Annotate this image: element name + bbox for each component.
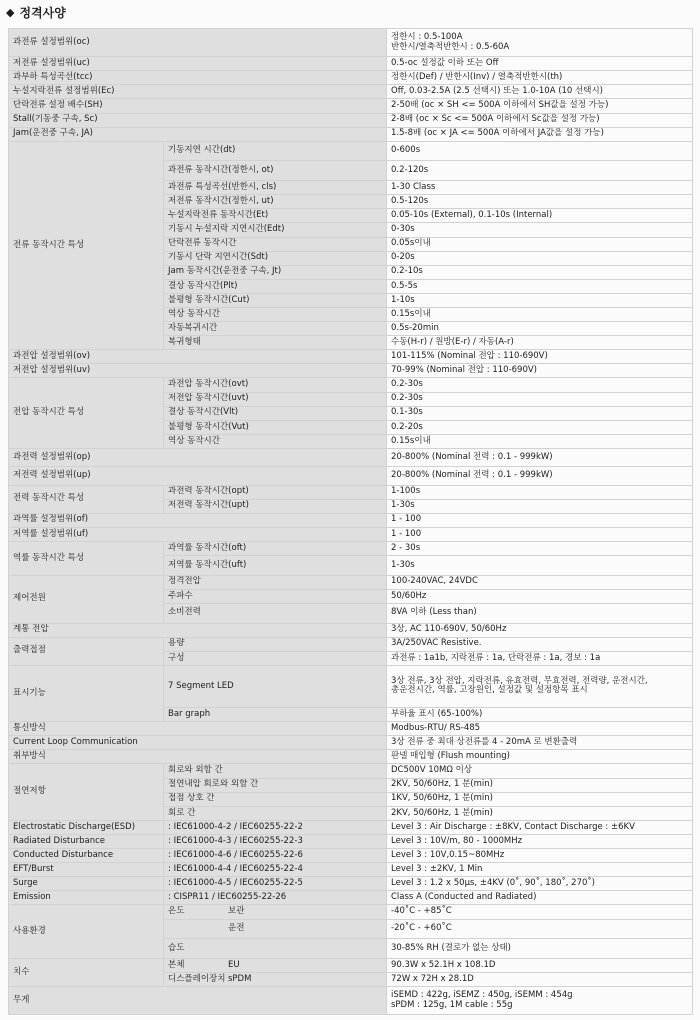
row-value: 100-240VAC, 24VDC — [387, 575, 693, 589]
spec-row — [9, 29, 693, 57]
mount-row — [9, 750, 693, 764]
sub-label: 정격전압 — [164, 575, 387, 589]
power-timing-label: 전력 동작시간 특성 — [9, 485, 164, 513]
row-value: Off, 0.03-2.5A (2.5 선택시) 또는 1.0-10A (10 선택시) — [387, 85, 693, 99]
row-value: 수동(H-r) / 원방(E-r) / 자동(A-r) — [387, 336, 693, 350]
emc-label: Emission — [9, 891, 164, 905]
row-value: 70-99% (Nominal 전압 : 110-690V) — [387, 364, 693, 378]
diamond-bullet-icon: ◆ — [6, 5, 15, 19]
row-value: 정한시 : 0.5-100A 반한시/열축적반한시 : 0.5-60A — [387, 29, 693, 57]
row-value: 0.15s이내 — [387, 307, 693, 321]
row-value: Modbus-RTU/ RS-485 — [387, 722, 693, 736]
row-value: 50/60Hz — [387, 589, 693, 603]
sub-label: 저전압 동작시간(uvt) — [164, 392, 387, 406]
sub-label: 저전력 동작시간(upt) — [164, 499, 387, 513]
sub-label: 과전류 특성곡선(반한시, cls) — [164, 181, 387, 195]
emc-row — [9, 834, 693, 848]
row-value: 2 - 30s — [387, 541, 693, 555]
sub-label: 회로와 외함 간 — [164, 764, 387, 778]
spec-row — [9, 99, 693, 113]
emc-value: Level 3 : 10V,0.15~80MHz — [387, 849, 693, 863]
emc-value: Level 3 : 10V/m, 80 - 1000MHz — [387, 834, 693, 848]
row-value: 0.2-30s — [387, 392, 693, 406]
environment-row — [9, 905, 693, 919]
sub-label: 단락전류 동작시간 — [164, 237, 387, 251]
loop-row — [9, 736, 693, 750]
emc-row — [9, 863, 693, 877]
sub-label: 7 Segment LED — [164, 665, 387, 707]
control-supply-row — [9, 575, 693, 589]
row-value: 0-30s — [387, 223, 693, 237]
spec-row — [9, 350, 693, 364]
row-value: 0.5-120s — [387, 195, 693, 209]
emc-value: Class A (Conducted and Radiated) — [387, 891, 693, 905]
row-value: 0-20s — [387, 251, 693, 265]
emc-value: Level 3 : ±2KV, 1 Min — [387, 863, 693, 877]
row-value: 1-30 Class — [387, 181, 693, 195]
row-label: 단락전류 설정 배수(SH) — [9, 99, 387, 113]
output-contact-row — [9, 637, 693, 651]
row-value: 8VA 이하 (Less than) — [387, 603, 693, 623]
row-value: 3상 전류, 3상 전압, 지락전류, 유효전력, 무효전력, 전력량, 운전시간, 총운전시간, 역률, 고장원인, 설정값 및 설정항목 표시 — [387, 665, 693, 707]
emc-label: Conducted Disturbance — [9, 849, 164, 863]
row-value: 3A/250VAC Resistive. — [387, 637, 693, 651]
row-value: 1 - 100 — [387, 513, 693, 527]
row-value: iSEMD : 422g, iSEMZ : 450g, iSEMM : 454g sPDM : 125g, 1M cable : 55g — [387, 987, 693, 1015]
row-value: 1KV, 50/60Hz, 1 분(min) — [387, 792, 693, 806]
spec-row — [9, 85, 693, 99]
row-value: 30-85% RH (결로가 없는 상태) — [387, 939, 693, 959]
sub-label: Bar graph — [164, 708, 387, 722]
row-value: 0.2-120s — [387, 161, 693, 181]
emc-standard: : CISPR11 / IEC60255-22-26 — [164, 891, 387, 905]
spec-row — [9, 513, 693, 527]
sub-label: 용량 — [164, 637, 387, 651]
section-title — [6, 2, 66, 22]
row-value: 2-8배 (oc × Sc <= 500A 이하에서 Sc값을 설정 가능) — [387, 113, 693, 127]
row-value: 1-100s — [387, 485, 693, 499]
row-value: 0.05-10s (External), 0.1-10s (Internal) — [387, 209, 693, 223]
spec-row — [9, 467, 693, 485]
output-contact-label: 출력접점 — [9, 637, 164, 665]
emc-standard: : IEC61000-4-3 / IEC60255-22-3 — [164, 834, 387, 848]
row-label: 저전압 설정범위(uv) — [9, 364, 387, 378]
sub-label: 역상 동작시간 — [164, 307, 387, 321]
row-label: 과전압 설정범위(ov) — [9, 350, 387, 364]
sub-label: 본체 EU — [164, 958, 387, 972]
insulation-label: 절연저항 — [9, 764, 164, 820]
row-value: 0.15s이내 — [387, 434, 693, 448]
sub-label: 절연내압 회로와 외함 간 — [164, 778, 387, 792]
spec-row — [9, 448, 693, 466]
row-value: 1-10s — [387, 293, 693, 307]
emc-value: Level 3 : 1.2 x 50μs, ±4KV (0˚, 90˚, 180˚, 270˚) — [387, 877, 693, 891]
row-value: 0.2-10s — [387, 265, 693, 279]
row-value: 0.5s-20min — [387, 322, 693, 336]
sub-label: 저역률 동작시간(uft) — [164, 555, 387, 575]
sub-label: 과역률 동작시간(oft) — [164, 541, 387, 555]
spec-row — [9, 113, 693, 127]
row-value: 0.2-20s — [387, 420, 693, 434]
sub-label: 과전력 동작시간(opt) — [164, 485, 387, 499]
section-title-text: 정격사양 — [19, 5, 66, 20]
row-label: 과역률 설정범위(of) — [9, 513, 387, 527]
environment-label: 사용환경 — [9, 905, 164, 958]
row-value: 1 - 100 — [387, 527, 693, 541]
emc-row — [9, 877, 693, 891]
row-value: 부하율 표시 (65-100%) — [387, 708, 693, 722]
weight-row — [9, 987, 693, 1015]
sub-label: 누설지락전류 동작시간(Et) — [164, 209, 387, 223]
sub-label: 기동지연 시간(dt) — [164, 141, 387, 161]
row-value: 2KV, 50/60Hz, 1 분(min) — [387, 778, 693, 792]
row-label: 계통 전압 — [9, 623, 387, 637]
pf-timing-row — [9, 541, 693, 555]
spec-row — [9, 527, 693, 541]
row-label: 저전력 설정범위(up) — [9, 467, 387, 485]
emc-label: Electrostatic Discharge(ESD) — [9, 820, 164, 834]
row-value: 3상 전류 중 최대 상전류를 4 - 20mA 로 변환출력 — [387, 736, 693, 750]
sub-label: 소비전력 — [164, 603, 387, 623]
spec-row — [9, 364, 693, 378]
emc-value: Level 3 : Air Discharge : ±8KV, Contact Discharge : ±6KV — [387, 820, 693, 834]
emc-label: Surge — [9, 877, 164, 891]
row-label: 무게 — [9, 987, 387, 1015]
row-label: 과전력 설정범위(op) — [9, 448, 387, 466]
sub-label: 불평형 동작시간(Cut) — [164, 293, 387, 307]
row-value: 판넬 매입형 (Flush mounting) — [387, 750, 693, 764]
row-value: 0.2-30s — [387, 378, 693, 392]
dimensions-label: 치수 — [9, 958, 164, 986]
voltage-timing-label: 전압 동작시간 특성 — [9, 378, 164, 448]
sub-label: 결상 동작시간(Vlt) — [164, 406, 387, 420]
row-value: 72W x 72H x 28.1D — [387, 972, 693, 986]
emc-standard: : IEC61000-4-4 / IEC60255-22-4 — [164, 863, 387, 877]
emc-row — [9, 849, 693, 863]
emc-label: EFT/Burst — [9, 863, 164, 877]
row-value: 3상, AC 110-690V, 50/60Hz — [387, 623, 693, 637]
sub-label: 역상 동작시간 — [164, 434, 387, 448]
sub-label: Jam 동작시간(운전중 구속, Jt) — [164, 265, 387, 279]
row-value: 20-800% (Nominal 전력 : 0.1 - 999kW) — [387, 448, 693, 466]
insulation-row — [9, 764, 693, 778]
row-label: 취부방식 — [9, 750, 387, 764]
row-label: Stall(기동중 구속, Sc) — [9, 113, 387, 127]
display-function-row — [9, 665, 693, 707]
emc-standard: : IEC61000-4-6 / IEC60255-22-6 — [164, 849, 387, 863]
row-label: Current Loop Communication — [9, 736, 387, 750]
sub-label: 불평형 동작시간(Vut) — [164, 420, 387, 434]
row-label: 통신방식 — [9, 722, 387, 736]
dimensions-row — [9, 958, 693, 972]
row-label: 저역률 설정범위(uf) — [9, 527, 387, 541]
sub-label: 과전류 동작시간(정한시, ot) — [164, 161, 387, 181]
display-function-label: 표시기능 — [9, 665, 164, 721]
row-value: 2-50배 (oc × SH <= 500A 이하에서 SH값을 설정 가능) — [387, 99, 693, 113]
row-value: 1.5-8배 (oc × JA <= 500A 이하에서 JA값을 설정 가능) — [387, 127, 693, 141]
sub-label: 구성 — [164, 651, 387, 665]
sub-label: 결상 동작시간(Plt) — [164, 279, 387, 293]
row-label: 과부하 특성곡선(tcc) — [9, 71, 387, 85]
sub-label: 디스플레이장치 sPDM — [164, 972, 387, 986]
spec-row — [9, 71, 693, 85]
row-value: 0.05s이내 — [387, 237, 693, 251]
spec-row — [9, 127, 693, 141]
current-timing-label: 전류 동작시간 특성 — [9, 141, 164, 350]
sub-label: 운전 — [164, 919, 387, 939]
spec-row — [9, 57, 693, 71]
pf-timing-label: 역률 동작시간 특성 — [9, 541, 164, 575]
sub-label: 복귀형태 — [164, 336, 387, 350]
row-value: 90.3W x 52.1H x 108.1D — [387, 958, 693, 972]
row-value: 과전류 : 1a1b, 지락전류 : 1a, 단락전류 : 1a, 경보 : 1a — [387, 651, 693, 665]
row-label: Jam(운전중 구속, JA) — [9, 127, 387, 141]
voltage-timing-row — [9, 378, 693, 392]
row-value: 정한시(Def) / 반한시(Inv) / 열축적반한시(th) — [387, 71, 693, 85]
control-supply-label: 제어전원 — [9, 575, 164, 623]
row-value: -40˚C - +85˚C — [387, 905, 693, 919]
sub-label: 접점 상호 간 — [164, 792, 387, 806]
emc-row — [9, 891, 693, 905]
sub-label: 주파수 — [164, 589, 387, 603]
row-value: 1-30s — [387, 499, 693, 513]
row-value: 0.5-oc 설정값 이하 또는 Off — [387, 57, 693, 71]
row-label: 저전류 설정범위(uc) — [9, 57, 387, 71]
row-value: 2KV, 50/60Hz, 1 분(min) — [387, 806, 693, 820]
row-value: 0.1-30s — [387, 406, 693, 420]
sub-label: 과전압 동작시간(ovt) — [164, 378, 387, 392]
sub-label: 기동시 단락 지연시간(Sdt) — [164, 251, 387, 265]
row-value: DC500V 10MΩ 이상 — [387, 764, 693, 778]
row-value: 0.5-5s — [387, 279, 693, 293]
sub-label: 온도 보관 — [164, 905, 387, 919]
row-label: 누설지락전류 설정범위(Ec) — [9, 85, 387, 99]
spec-table — [8, 28, 693, 1015]
emc-row — [9, 820, 693, 834]
comm-row — [9, 722, 693, 736]
sub-label: 회로 간 — [164, 806, 387, 820]
row-value: 0-600s — [387, 141, 693, 161]
emc-standard: : IEC61000-4-5 / IEC60255-22-5 — [164, 877, 387, 891]
emc-label: Radiated Disturbance — [9, 834, 164, 848]
row-value: 20-800% (Nominal 전력 : 0.1 - 999kW) — [387, 467, 693, 485]
row-label: 과전류 설정범위(oc) — [9, 29, 387, 57]
emc-standard: : IEC61000-4-2 / IEC60255-22-2 — [164, 820, 387, 834]
current-timing-row — [9, 141, 693, 161]
sub-label: 저전류 동작시간(정한시, ut) — [164, 195, 387, 209]
sub-label: 습도 — [164, 939, 387, 959]
row-value: -20˚C - +60˚C — [387, 919, 693, 939]
grid-voltage-row — [9, 623, 693, 637]
sub-label: 기동시 누설지락 지연시간(Edt) — [164, 223, 387, 237]
sub-label: 자동복귀시간 — [164, 322, 387, 336]
row-value: 1-30s — [387, 555, 693, 575]
row-value: 101-115% (Nominal 전압 : 110-690V) — [387, 350, 693, 364]
power-timing-row — [9, 485, 693, 499]
